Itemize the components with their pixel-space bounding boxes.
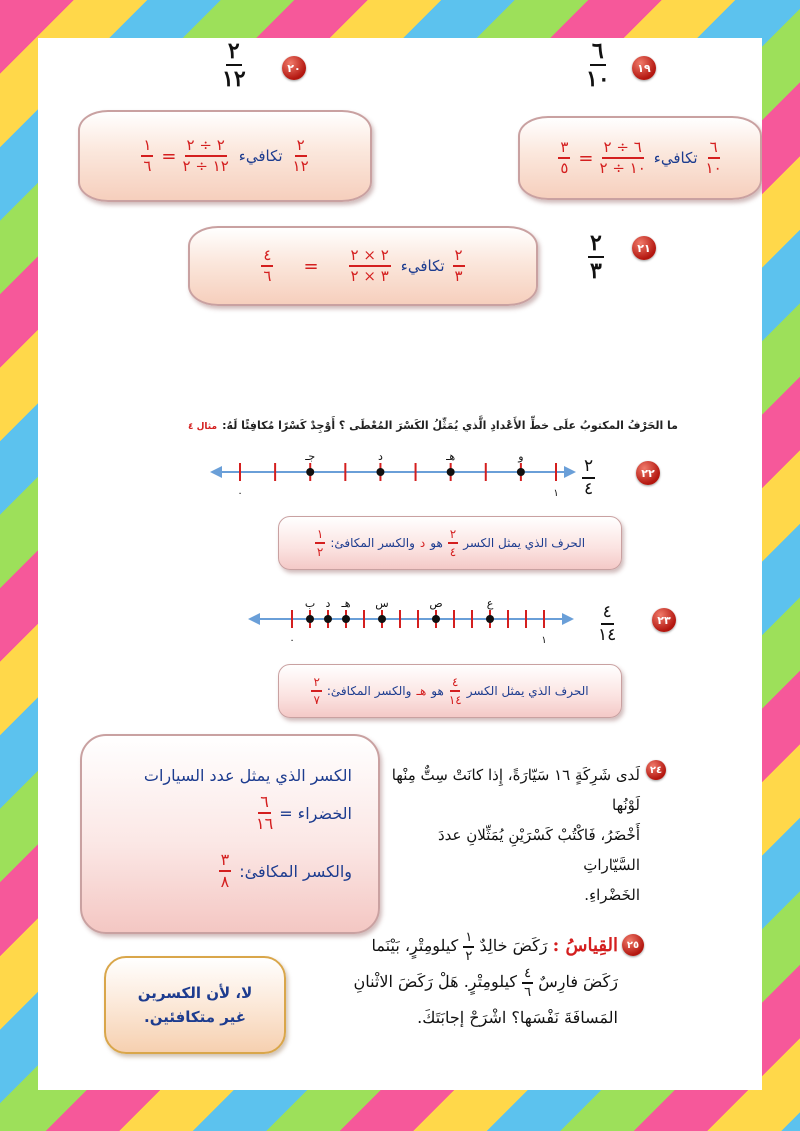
problem-21-fraction: $\frac{٢}{٣}$ [590, 230, 602, 284]
point-letter: ب [304, 597, 316, 610]
point-marker [447, 468, 455, 476]
number-line-22 [208, 446, 578, 506]
problem-20-answer-box: $\frac{٢}{١٢}$ تكافيء $\frac{٢ \div ٢}{١٢ \div ٢}$ = $\frac{١}{٦}$ [78, 110, 372, 202]
problem-21-number: ٢١ [632, 236, 656, 260]
instruction-line [188, 414, 678, 433]
zero-label: ٠ [237, 488, 243, 499]
point-marker [376, 468, 384, 476]
problem-19-answer-box: $\frac{٦}{١٠}$ تكافيء $\frac{٦ \div ٢}{١٠ \div ٢}$ = $\frac{٣}{٥}$ [518, 116, 762, 200]
point-marker [517, 468, 525, 476]
problem-24-number: ٢٤ [646, 760, 666, 780]
point-letter: س [375, 597, 389, 610]
problem-25-number: ٢٥ [622, 934, 644, 956]
point-letter: هـ [341, 597, 351, 610]
point-letter: جـ [305, 450, 316, 463]
point-letter: د [377, 450, 383, 463]
problem-20-fraction: $\frac{٢}{١٢}$ [222, 38, 246, 92]
point-marker [306, 615, 314, 623]
problem-25-answer-box: لا، لأن الكسرين غير متكافئين. [104, 956, 286, 1054]
point-marker [324, 615, 332, 623]
problem-22-answer-box: الحرف الذي يمثل الكسر $\frac{٢}{٤}$ هو د والكسر المكافئ: $\frac{١}{٢}$ [278, 516, 622, 570]
problem-24-question: لَدى شَرِكَةٍ ١٦ سَيّارَةً، إِذا كانَتْ سِتٌّ مِنْها لَوْنُها أَخْضَرُ، فَاكْتُبْ كَسْرَيْنِ يُمَثِّلانِ عددَ السَّيّاراتِ الخَضْراءِ. [391, 766, 640, 904]
point-letter: هـ [446, 450, 456, 463]
one-label: ١ [541, 635, 547, 646]
instruction-ref: مثال ٤ [187, 422, 218, 432]
instruction-text: ما الحَرْفُ المكتوبُ علَى خطِّ الأَعْدادِ الَّذي يُمَثِّلُ الكَسْرَ المُعْطَى ؟ أَوْجِدْ كَسْرًا مُكافِئًا لَهُ: [222, 419, 678, 432]
problem-23-answer-box: الحرف الذي يمثل الكسر $\frac{٤}{١٤}$ هو هـ والكسر المكافئ: $\frac{٢}{٧}$ [278, 664, 622, 718]
problem-23-number: ٢٣ [652, 608, 676, 632]
point-marker [306, 468, 314, 476]
point-marker [432, 615, 440, 623]
point-marker [378, 615, 386, 623]
point-marker [342, 615, 350, 623]
worksheet-page [38, 38, 762, 1090]
point-marker [486, 615, 494, 623]
problem-19-number: ١٩ [632, 56, 656, 80]
point-letter: ص [429, 597, 443, 610]
point-letter: ع [486, 597, 494, 610]
one-label: ١ [553, 488, 559, 499]
problem-25-question: القِياسُ : رَكَضَ خالِدٌ $\frac{١}{٢}$ كيلومِتْرٍ، بَيْنَما رَكَضَ فارِسٌ $\frac{٤}{٦}$ كيلومِتْرٍ. هَلْ رَكَضَ الاثْنانِ المَسافَةَ نَفْسَها؟ اشْرَحْ إجابَتَكَ. [353, 929, 618, 1027]
point-letter: و [518, 450, 524, 463]
problem-22-number: ٢٢ [636, 461, 660, 485]
problem-19-fraction: $\frac{٦}{١٠}$ [586, 38, 610, 92]
problem-23-fraction: $\frac{٤}{١٤}$ [598, 602, 617, 645]
zero-label: ٠ [289, 635, 295, 646]
problem-24-answer-box: الكسر الذي يمثل عدد السيارات الخضراء = $\frac{٦}{١٦}$ والكسر المكافئ: $\frac{٣}{٨}$ [80, 734, 380, 934]
point-letter: د [325, 597, 331, 610]
problem-21-answer-box: $\frac{٢}{٣}$ تكافيء $\frac{٢ \times ٢}{٣ \times ٢}$ = $\frac{٤}{٦}$ [188, 226, 538, 306]
problem-20-number: ٢٠ [282, 56, 306, 80]
problem-22-fraction: $\frac{٢}{٤}$ [584, 456, 594, 499]
number-line-23 [246, 593, 576, 653]
